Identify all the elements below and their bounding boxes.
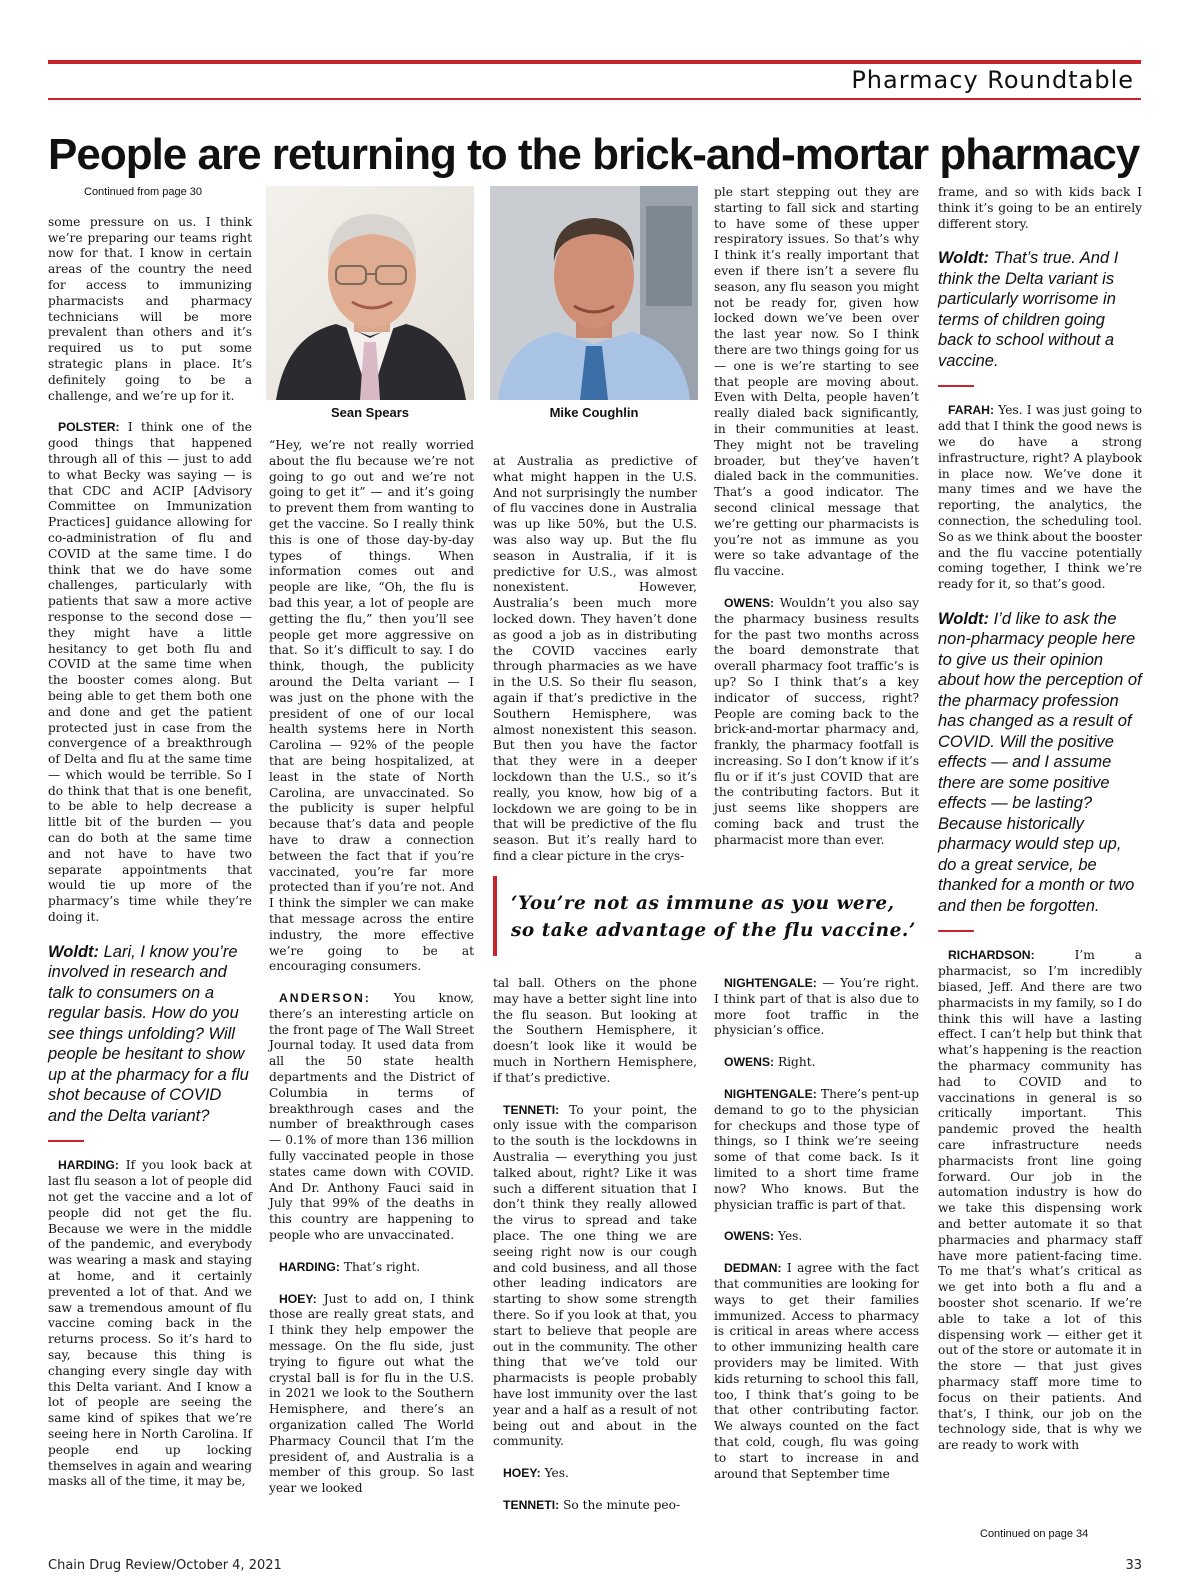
- paragraph-text: There’s pent-up demand to go to the physician for checkups and those type of things, so I think we’re seeing some of that come back. Is it limited to a short time frame now? Who knows. But the physician traffic is part of that.: [714, 1086, 919, 1212]
- paragraph-text: Yes.: [774, 1229, 803, 1244]
- question-divider: [938, 385, 974, 387]
- paragraph: [714, 976, 919, 1039]
- speaker-name: TENNETI:: [503, 1497, 560, 1512]
- paragraph-text: I think one of the good things that happened through all of this — just to add to what Becky was saying — is that CDC and ACIP [Advisory Committee on Immunization Practices] guidance allowing for co-administration of flu and COVID at the same time. I do think that we do have some challenges, particularly with patients that saw a more active response to the second dose — they might have a little hesitancy to get both flu and COVID at the same time when the booster comes along. But being able to get them both one and done and get the patient protected just in case from the convergence of a breakthrough of Delta and flu at the same time — which would be terrible. So I do think that that is one benefit, to be able to help decrease a little bit of the burden — you can do both at the same time and not have to have two separate appointments that would tie up more of the pharmacy’s time while they’re doing it.: [48, 420, 252, 925]
- speaker-name: TENNETI:: [503, 1102, 560, 1117]
- section-title: Pharmacy Roundtable: [851, 66, 1134, 94]
- footer-page-number: 33: [1125, 1558, 1142, 1573]
- footer-publication: Chain Drug Review/October 4, 2021: [48, 1558, 282, 1573]
- speaker-name: OWENS:: [724, 1229, 775, 1244]
- paragraph: at Australia as predictive of what might happen in the U.S. And not surprisingly the number of flu vaccines done in Australia was up like 50%, but the U.S. was also way up. But the flu season in Australia, if it is predictive for U.S., was almost nonexistent. However, Australia’s been much more locked down. They haven’t done as good a job as in distributing the COVID vaccines early through pharmacies as we have in the U.S. So their flu season, again if that’s predictive in the Southern Hemisphere, was almost nonexistent this season. But then you have the factor that they were in a deeper lockdown than the U.S., so it’s really, you know, how big of a lockdown we are going to be in that will be predictive of the flu season. But it’s really hard to find a clear picture in the crys-: [493, 454, 697, 863]
- paragraph: [493, 1103, 697, 1451]
- pull-quote-text: [511, 890, 916, 944]
- speaker-name: POLSTER:: [58, 420, 120, 435]
- column-2: [269, 438, 474, 1497]
- moderator-question: [938, 248, 1142, 371]
- photo-sean-spears: [266, 186, 474, 400]
- paragraph: [714, 1087, 919, 1213]
- column-1: [48, 185, 252, 1490]
- headline: People are returning to the brick-and-mortar pharmacy: [48, 130, 1140, 179]
- speaker-name: Woldt:: [938, 249, 990, 268]
- paragraph-text: Wouldn’t you also say the pharmacy business results for the past two months across the board demonstrate that overall pharmacy foot traffic’s is up? So I think that’s a key indicator of success, right? People are coming back to the brick-and-mortar pharmacy and, frankly, the pharmacy footfall is increasing. So I don’t know if it’s flu or if it’s just COVID that are the contributing factors. But it just seems like shoppers are coming back and trust the pharmacist more than ever.: [714, 595, 919, 847]
- column-3-top: [493, 454, 697, 865]
- paragraph: [938, 948, 1142, 1454]
- speaker-name: OWENS:: [724, 595, 775, 610]
- paragraph: [269, 991, 474, 1244]
- speaker-name: HARDING:: [58, 1158, 119, 1173]
- paragraph-text: Right.: [774, 1055, 816, 1070]
- paragraph-text: Yes.: [540, 1466, 569, 1481]
- continued-from: Continued from page 30: [84, 186, 203, 198]
- paragraph-text: So the minute peo-: [559, 1497, 681, 1512]
- question-divider: [48, 1140, 84, 1142]
- pull-quote-line: so take advantage of the flu vaccine.’: [511, 920, 916, 941]
- moderator-question: [938, 609, 1142, 917]
- speaker-name: RICHARDSON:: [948, 948, 1035, 963]
- paragraph: tal ball. Others on the phone may have a better sight line into the flu season. But looking at the Southern Hemisphere, it doesn’t look like it would be much in Northern Hemisphere, if that’s predictive.: [493, 976, 697, 1085]
- pull-quote: [493, 876, 923, 956]
- question-text: Lari, I know you’re involved in research and talk to consumers on a regular basis. How do you see things unfolding? Will people be hesitant to show up at the pharmacy for a flu shot because of COVID and the Delta variant?: [48, 942, 249, 1125]
- column-3-bottom: [493, 976, 697, 1514]
- section-red-rule: [48, 98, 1141, 100]
- speaker-name: DEDMAN:: [724, 1261, 782, 1276]
- speaker-name: FARAH:: [948, 403, 995, 418]
- paragraph-text: I agree with the fact that communities are looking for ways to get their families immunized. Access to pharmacy is critical in areas where access to other immunizing health care providers may be limited. With kids returning to school this fall, too, I think that’s going to be that other contributing factor. We always counted on the fact that cold, cough, flu was going to start to increase in and around that September time: [714, 1261, 919, 1481]
- pull-quote-bar: [493, 876, 497, 956]
- paragraph-text: — You’re right. I think part of that is also due to more foot traffic in the physician’s office.: [714, 976, 919, 1038]
- paragraph: ple start stepping out they are starting to fall sick and starting to have some of these upper respiratory issues. So that’s why I think it’s really important that even if there isn’t a severe flu season, any flu season you might not be ready for, given how locked down we’ve been over the last year now. So I think there are two things going for us — one is we’re starting to see that people are moving about. Even with Delta, people haven’t really dialed back significantly, in their communities at least. They might not be traveling broader, but they’ve haven’t dialed back in the communities. That’s a good indicator. The second clinical message that we’re getting our pharmacists is you’re not as immune as you were so take advantage of the flu vaccine.: [714, 185, 919, 579]
- question-text: I’d like to ask the non-pharmacy people here to give us their opinion about how the perception of the pharmacy profession has changed as a result of COVID. Will the positive effects — and I assume there are some positive effects — be lasting? Because historically pharmacy would step up, do a great service, be thanked for a month or two and then be forgotten.: [938, 609, 1142, 915]
- moderator-question: [48, 942, 252, 1127]
- speaker-name: NIGHTENGALE:: [724, 1086, 817, 1101]
- speaker-name: HOEY:: [279, 1291, 317, 1306]
- speaker-name: Woldt:: [938, 609, 990, 628]
- paragraph: [938, 403, 1142, 593]
- speaker-name: Woldt:: [48, 942, 100, 961]
- column-5: [938, 185, 1142, 1454]
- paragraph: [714, 1229, 919, 1245]
- paragraph-text: You know, there’s an interesting article on the front page of The Wall Street Journal today. It used data from all the 50 state health departments and the District of Columbia in terms of breakthrough cases and the number of breakthrough cases — 0.1% of more than 136 million fully vaccinated people in those states came down with COVID. And Dr. Anthony Fauci said in July that 99% of the deaths in this country are happening to people who are unvaccinated.: [269, 991, 474, 1243]
- paragraph: [269, 1292, 474, 1497]
- pull-quote-line: ‘You’re not as immune as you were,: [511, 893, 895, 914]
- paragraph: [493, 1466, 697, 1482]
- speaker-name: ANDERSON:: [279, 991, 371, 1006]
- continued-on: Continued on page 34: [980, 1528, 1089, 1540]
- paragraph: some pressure on us. I think we’re preparing our teams right now for that. I know in certain areas of the country the need for access to immunizing pharmacists and pharmacy technicians will be more prevalent than others and it’s required us to put some strategic plans in place. It’s definitely going to be a challenge, and we’re up for it.: [48, 214, 252, 403]
- paragraph: [48, 1158, 252, 1490]
- column-4-bottom: [714, 976, 919, 1482]
- paragraph-text: That’s right.: [339, 1259, 421, 1274]
- paragraph: [714, 596, 919, 849]
- portrait-image: [490, 186, 698, 400]
- paragraph: [714, 1055, 919, 1071]
- question-text: That’s true. And I think the Delta variant is particularly worrisome in terms of children going back to school without a vaccine.: [938, 249, 1119, 370]
- paragraph: [269, 1260, 474, 1276]
- column-4-top: [714, 185, 919, 849]
- paragraph-text: Just to add on, I think those are really great stats, and I think they help empower the message. On the flu side, just trying to figure out what the crystal ball is for flu in the U.S. in 2021 we look to the Southern Hemisphere, and there’s an organization called The World Pharmacy Council that I’m the president of, and Australia is a member of this group. So last year we looked: [269, 1291, 474, 1496]
- paragraph: “Hey, we’re not really worried about the flu because we’re not going to go out and we’re not going to get it” — and it’s going to prevent them from wanting to get the vaccine. So I really think this is one of those day-by-day types of things. When information comes out and people are like, “Oh, the flu is bad this year, a lot of people are getting the flu,” then you’ll see people get more aggressive on that. So it’s difficult to say. I do think, though, the publicity around the Delta variant — I was just on the phone with the president of one of our local health systems here in North Carolina — 92% of the people that are being hospitalized, at least in the state of North Carolina, are unvaccinated. So the publicity is super helpful because that’s data and people have to draw a connection between the fact that if you’re vaccinated, you’re far more protected than if you’re not. And I think the simpler we can make that message across the entire industry, the more effective we’re going to be at encouraging consumers.: [269, 438, 474, 974]
- question-divider: [938, 930, 974, 932]
- paragraph-text: To your point, the only issue with the comparison to the south is the lockdowns in Australia — everything you just talked about, right? Like it was such a different situation that I don’t think they really allowed the virus to spread and take place. The one thing we are seeing right now is our cough and cold business, and all those other leading indicators are starting to show some strength there. So if you look at that, you start to believe that people are out in the community. The other thing that we’ve told our pharmacists is people probably have lost immunity over the last year and a half as a result of not being out and about in the community.: [493, 1102, 697, 1449]
- photo-mike-coughlin: [490, 186, 698, 400]
- paragraph-text: I’m a pharmacist, so I’m incredibly biased, Jeff. And there are two pharmacists in my family, so I do think this will have a lasting effect. I can’t help but think that what’s happening is the reaction the pharmacy community has had to COVID and to vaccinations in general is so critically important. This pandemic proved the health care infrastructure needs pharmacists front line going forward. Our job in the automation industry is how do we take this dispensing work and better automate it so that pharmacies and pharmacy staff have more patient-facing time. To me that’s what’s critical as we get into both a flu and a booster shot scenario. If we’re able to take a lot of this dispensing work — either get it out of the store or automate it in the store — that just gives pharmacy staff more time to focus on their patients. And that’s, I think, our job on the technology side, that is why we are ready to work with: [938, 948, 1142, 1453]
- paragraph: [493, 1498, 697, 1514]
- top-red-rule: [48, 60, 1141, 64]
- speaker-name: HARDING:: [279, 1259, 340, 1274]
- paragraph: [48, 420, 252, 926]
- portrait-image: [266, 186, 474, 400]
- paragraph-text: If you look back at last flu season a lot of people did not get the vaccine and a lot of people did not get the flu. Because we were in the middle of the pandemic, and everybody was wearing a mask and staying at home, and it certainly prevented a lot of that. And we saw a tremendous amount of flu vaccine coming back in the returns process. So it’s hard to say, because this thing is changing every single day with this Delta variant. And I know a lot of people are seeing the same kind of spikes that we’re seeing here in North Carolina. If people end up locking themselves in again and wearing masks all of the time, it may be,: [48, 1158, 252, 1489]
- paragraph: [714, 1261, 919, 1482]
- photo-caption: Mike Coughlin: [549, 405, 639, 420]
- speaker-name: HOEY:: [503, 1466, 541, 1481]
- paragraph-text: Yes. I was just going to add that I think the good news is we do have a strong infrastructure, right? A playbook in place now. We’ve done it many times and we have the reporting, the analytics, the connection, the scheduling tool. So as we think about the booster and the flu vaccine potentially coming together, I think we’re ready for it, so that’s good.: [938, 403, 1142, 592]
- photo-caption: Sean Spears: [330, 405, 410, 420]
- speaker-name: OWENS:: [724, 1055, 775, 1070]
- speaker-name: NIGHTENGALE:: [724, 976, 817, 990]
- paragraph: frame, and so with kids back I think it’s going to be an entirely different story.: [938, 185, 1142, 231]
